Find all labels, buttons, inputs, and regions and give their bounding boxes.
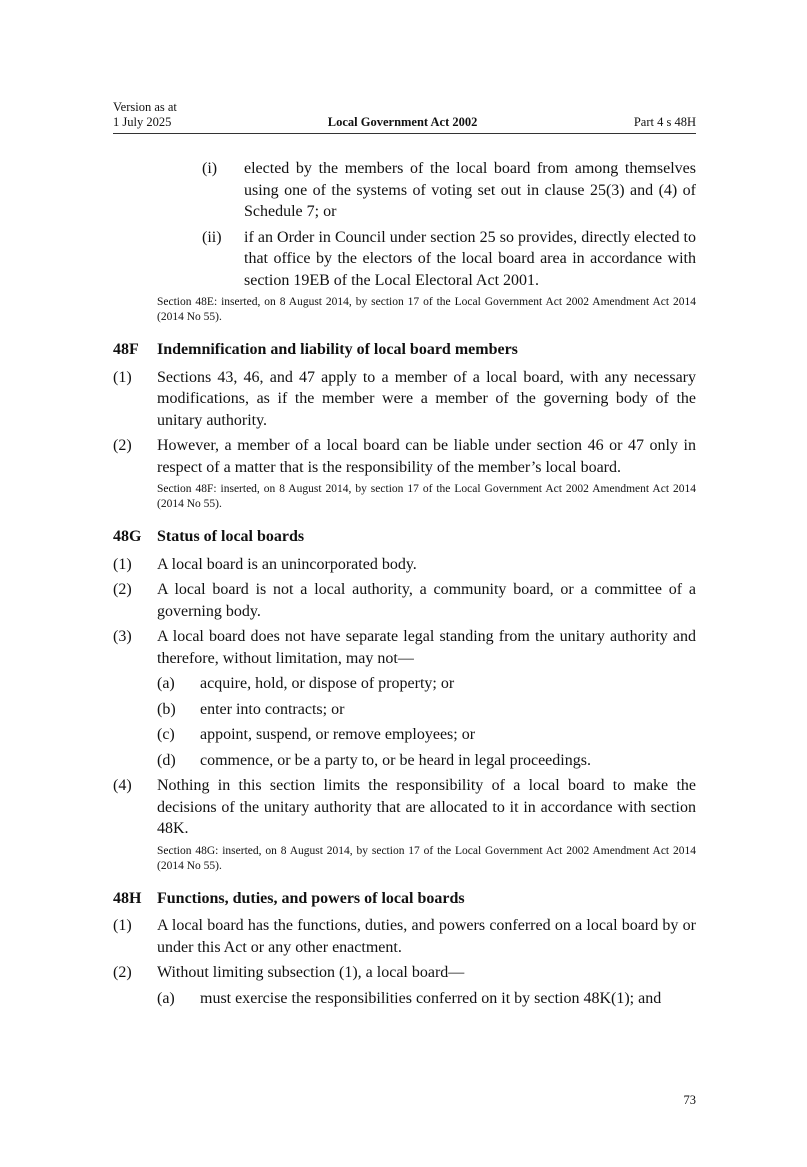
section-title: Indemnification and liability of local board members	[157, 341, 518, 358]
list-item	[200, 158, 696, 223]
list-item	[200, 227, 696, 292]
subsection-text: A local board is an unincorporated body.	[157, 555, 417, 573]
subsection-text: However, a member of a local board can be liable under section 46 or 47 only in respect of a matter that is the responsibility of the member’s local board.	[157, 437, 696, 476]
paragraph-number: (a)	[157, 675, 175, 692]
part-reference: Part 4 s 48H	[633, 115, 696, 129]
subsection	[113, 915, 696, 958]
section-number: 48G	[113, 528, 142, 545]
subsection	[113, 367, 696, 432]
running-header	[113, 100, 696, 134]
page-body	[113, 158, 696, 1013]
section-title: Functions, duties, and powers of local boards	[157, 889, 465, 907]
item-number: (ii)	[202, 228, 222, 246]
subsection-text: Without limiting subsection (1), a local board—	[157, 964, 465, 981]
subsection	[113, 579, 696, 622]
paragraph-text: acquire, hold, or dispose of property; or	[200, 675, 455, 692]
paragraph	[157, 673, 696, 695]
section-heading	[113, 526, 696, 548]
paragraph-text: commence, or be a party to, or be heard in legal proceedings.	[200, 751, 591, 769]
paragraph	[157, 724, 696, 746]
subsection	[113, 626, 696, 669]
history-note: Section 48F: inserted, on 8 August 2014, by section 17 of the Local Government Act 2002 Amendment Act 2014 (2014 No 55).	[157, 483, 696, 510]
paragraph-number: (c)	[157, 726, 175, 743]
version-date: 1 July 2025	[113, 115, 172, 129]
subsection-number: (1)	[113, 368, 132, 386]
item-text: elected by the members of the local board from among themselves using one of the systems of voting set out in clause 25(3) and (4) of Schedule 7; or	[244, 160, 696, 220]
subsection	[113, 435, 696, 478]
subsection-number: (1)	[113, 555, 132, 573]
paragraph	[157, 988, 696, 1010]
section-number: 48F	[113, 341, 139, 358]
item-text: if an Order in Council under section 25 so provides, directly elected to that office by the electors of the local board area in accordance with section 19EB of the Local Electoral Act 2001.	[244, 228, 696, 289]
paragraph-text: enter into contracts; or	[200, 700, 345, 718]
subsection-text: A local board is not a local authority, a community board, or a committee of a governing body.	[157, 581, 696, 620]
subsection-number: (2)	[113, 964, 132, 981]
paragraph-number: (d)	[157, 751, 176, 769]
history-note: Section 48E: inserted, on 8 August 2014, by section 17 of the Local Government Act 2002 Amendment Act 2014 (2014 No 55).	[157, 296, 696, 323]
act-title: Local Government Act 2002	[327, 115, 478, 129]
section-heading	[113, 339, 696, 361]
version-label: Version as at	[113, 100, 177, 114]
subsection-number: (4)	[113, 777, 132, 794]
paragraph	[157, 699, 696, 721]
item-number: (i)	[202, 160, 218, 177]
subsection	[113, 775, 696, 840]
section-number: 48H	[113, 889, 142, 907]
subsection-number: (1)	[113, 917, 132, 934]
subsection-text: Sections 43, 46, and 47 apply to a member of a local board, with any necessary modifications, as if the member were a member of the governing body of the unitary authority.	[157, 368, 696, 429]
subsection	[113, 554, 696, 576]
paragraph-number: (b)	[157, 700, 176, 718]
history-note: Section 48G: inserted, on 8 August 2014, by section 17 of the Local Government Act 2002 Amendment Act 2014 (2014 No 55).	[157, 844, 696, 872]
section-heading	[113, 888, 696, 910]
subsection-number: (2)	[113, 581, 132, 598]
subsection	[113, 962, 696, 984]
subsection-number: (3)	[113, 628, 132, 645]
paragraph-number: (a)	[157, 989, 175, 1007]
paragraph-text: must exercise the responsibilities conferred on it by section 48K(1); and	[200, 989, 662, 1007]
section-title: Status of local boards	[157, 528, 305, 545]
paragraph	[157, 750, 696, 772]
subsection-text: A local board does not have separate legal standing from the unitary authority and therefore, without limitation, may not—	[157, 628, 696, 667]
subsection-text: Nothing in this section limits the responsibility of a local board to make the decisions of the unitary authority that are allocated to it in accordance with section 48K.	[157, 777, 696, 837]
subsection-text: A local board has the functions, duties, and powers conferred on a local board by or under this Act or any other enactment.	[157, 917, 696, 956]
paragraph-text: appoint, suspend, or remove employees; or	[200, 726, 476, 743]
subsection-number: (2)	[113, 437, 132, 454]
page-number: 73	[683, 1093, 696, 1107]
